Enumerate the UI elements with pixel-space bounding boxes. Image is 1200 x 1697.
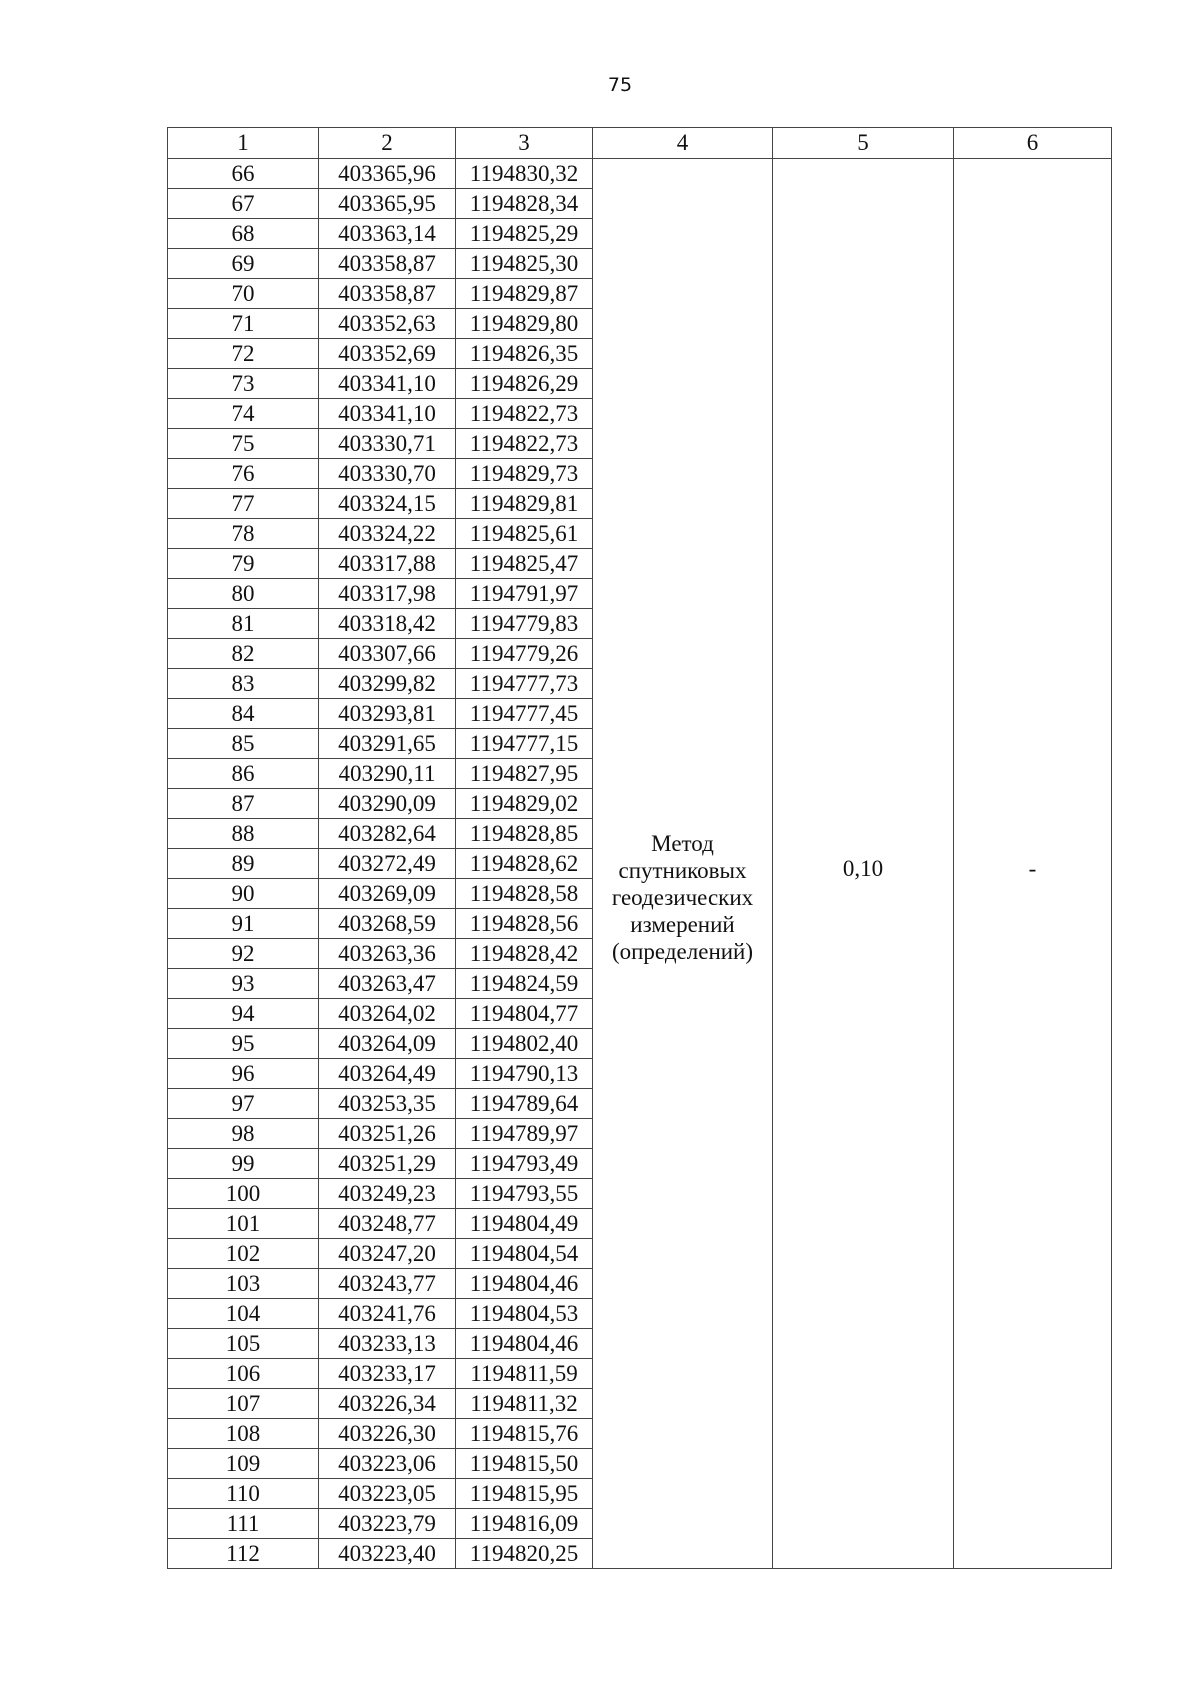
point-number-cell: 97 [168,1089,319,1119]
point-number-cell: 75 [168,429,319,459]
y-coordinate-cell: 1194804,46 [456,1269,593,1299]
y-coordinate-cell: 1194816,09 [456,1509,593,1539]
accuracy-cell [773,159,954,1569]
point-number-cell: 92 [168,939,319,969]
y-coordinate-cell: 1194820,25 [456,1539,593,1569]
point-number-cell: 85 [168,729,319,759]
y-coordinate-cell: 1194779,83 [456,609,593,639]
point-number-cell: 80 [168,579,319,609]
header-cell: 5 [773,128,954,159]
x-coordinate-cell: 403226,34 [319,1389,456,1419]
table-row [168,159,1112,189]
y-coordinate-cell: 1194828,85 [456,819,593,849]
point-number-cell: 102 [168,1239,319,1269]
method-line: Метод [651,831,714,856]
y-coordinate-cell: 1194804,54 [456,1239,593,1269]
x-coordinate-cell: 403282,64 [319,819,456,849]
y-coordinate-cell: 1194793,55 [456,1179,593,1209]
y-coordinate-cell: 1194826,35 [456,339,593,369]
header-cell: 3 [456,128,593,159]
point-number-cell: 76 [168,459,319,489]
y-coordinate-cell: 1194804,53 [456,1299,593,1329]
point-number-cell: 81 [168,609,319,639]
y-coordinate-cell: 1194804,49 [456,1209,593,1239]
point-number-cell: 79 [168,549,319,579]
y-coordinate-cell: 1194827,95 [456,759,593,789]
x-coordinate-cell: 403324,22 [319,519,456,549]
x-coordinate-cell: 403291,65 [319,729,456,759]
y-coordinate-cell: 1194777,45 [456,699,593,729]
x-coordinate-cell: 403264,49 [319,1059,456,1089]
y-coordinate-cell: 1194793,49 [456,1149,593,1179]
point-number-cell: 95 [168,1029,319,1059]
point-number-cell: 73 [168,369,319,399]
point-number-cell: 104 [168,1299,319,1329]
point-number-cell: 110 [168,1479,319,1509]
x-coordinate-cell: 403251,26 [319,1119,456,1149]
header-cell: 2 [319,128,456,159]
point-number-cell: 109 [168,1449,319,1479]
table-header-row [168,128,1112,159]
y-coordinate-cell: 1194790,13 [456,1059,593,1089]
y-coordinate-cell: 1194789,64 [456,1089,593,1119]
y-coordinate-cell: 1194828,58 [456,879,593,909]
y-coordinate-cell: 1194829,73 [456,459,593,489]
y-coordinate-cell: 1194789,97 [456,1119,593,1149]
y-coordinate-cell: 1194829,80 [456,309,593,339]
coordinates-table [167,127,1112,1569]
method-line: (определений) [611,939,754,964]
y-coordinate-cell: 1194825,29 [456,219,593,249]
point-number-cell: 106 [168,1359,319,1389]
method-cell [593,159,773,1569]
x-coordinate-cell: 403264,09 [319,1029,456,1059]
point-number-cell: 71 [168,309,319,339]
y-coordinate-cell: 1194822,73 [456,429,593,459]
x-coordinate-cell: 403263,36 [319,939,456,969]
point-number-cell: 70 [168,279,319,309]
y-coordinate-cell: 1194829,87 [456,279,593,309]
y-coordinate-cell: 1194815,95 [456,1479,593,1509]
method-line: измерений [630,912,735,937]
x-coordinate-cell: 403341,10 [319,369,456,399]
y-coordinate-cell: 1194811,32 [456,1389,593,1419]
x-coordinate-cell: 403365,96 [319,159,456,189]
header-cell: 6 [954,128,1112,159]
x-coordinate-cell: 403241,76 [319,1299,456,1329]
point-number-cell: 82 [168,639,319,669]
note-value: - [1028,856,1037,881]
x-coordinate-cell: 403352,63 [319,309,456,339]
x-coordinate-cell: 403264,02 [319,999,456,1029]
y-coordinate-cell: 1194791,97 [456,579,593,609]
method-text [593,762,772,965]
y-coordinate-cell: 1194822,73 [456,399,593,429]
page-number: 75 [607,74,633,96]
point-number-cell: 68 [168,219,319,249]
x-coordinate-cell: 403253,35 [319,1089,456,1119]
x-coordinate-cell: 403341,10 [319,399,456,429]
x-coordinate-cell: 403358,87 [319,249,456,279]
y-coordinate-cell: 1194829,02 [456,789,593,819]
y-coordinate-cell: 1194828,56 [456,909,593,939]
y-coordinate-cell: 1194828,34 [456,189,593,219]
x-coordinate-cell: 403223,06 [319,1449,456,1479]
x-coordinate-cell: 403330,70 [319,459,456,489]
point-number-cell: 91 [168,909,319,939]
x-coordinate-cell: 403352,69 [319,339,456,369]
y-coordinate-cell: 1194815,50 [456,1449,593,1479]
y-coordinate-cell: 1194830,32 [456,159,593,189]
y-coordinate-cell: 1194825,30 [456,249,593,279]
x-coordinate-cell: 403290,09 [319,789,456,819]
point-number-cell: 67 [168,189,319,219]
x-coordinate-cell: 403299,82 [319,669,456,699]
x-coordinate-cell: 403307,66 [319,639,456,669]
x-coordinate-cell: 403226,30 [319,1419,456,1449]
x-coordinate-cell: 403365,95 [319,189,456,219]
x-coordinate-cell: 403223,79 [319,1509,456,1539]
x-coordinate-cell: 403269,09 [319,879,456,909]
point-number-cell: 87 [168,789,319,819]
point-number-cell: 84 [168,699,319,729]
x-coordinate-cell: 403290,11 [319,759,456,789]
point-number-cell: 90 [168,879,319,909]
x-coordinate-cell: 403249,23 [319,1179,456,1209]
y-coordinate-cell: 1194815,76 [456,1419,593,1449]
x-coordinate-cell: 403223,05 [319,1479,456,1509]
point-number-cell: 103 [168,1269,319,1299]
x-coordinate-cell: 403247,20 [319,1239,456,1269]
y-coordinate-cell: 1194829,81 [456,489,593,519]
method-line: спутниковых [618,858,747,883]
x-coordinate-cell: 403251,29 [319,1149,456,1179]
point-number-cell: 77 [168,489,319,519]
x-coordinate-cell: 403317,98 [319,579,456,609]
y-coordinate-cell: 1194804,77 [456,999,593,1029]
y-coordinate-cell: 1194825,47 [456,549,593,579]
point-number-cell: 72 [168,339,319,369]
point-number-cell: 83 [168,669,319,699]
y-coordinate-cell: 1194777,73 [456,669,593,699]
x-coordinate-cell: 403233,13 [319,1329,456,1359]
table-body [168,159,1112,1569]
x-coordinate-cell: 403317,88 [319,549,456,579]
point-number-cell: 96 [168,1059,319,1089]
x-coordinate-cell: 403272,49 [319,849,456,879]
point-number-cell: 101 [168,1209,319,1239]
x-coordinate-cell: 403268,59 [319,909,456,939]
point-number-cell: 86 [168,759,319,789]
point-number-cell: 66 [168,159,319,189]
y-coordinate-cell: 1194828,62 [456,849,593,879]
y-coordinate-cell: 1194804,46 [456,1329,593,1359]
y-coordinate-cell: 1194825,61 [456,519,593,549]
point-number-cell: 69 [168,249,319,279]
x-coordinate-cell: 403363,14 [319,219,456,249]
y-coordinate-cell: 1194802,40 [456,1029,593,1059]
point-number-cell: 88 [168,819,319,849]
y-coordinate-cell: 1194826,29 [456,369,593,399]
point-number-cell: 89 [168,849,319,879]
y-coordinate-cell: 1194777,15 [456,729,593,759]
y-coordinate-cell: 1194811,59 [456,1359,593,1389]
x-coordinate-cell: 403358,87 [319,279,456,309]
point-number-cell: 98 [168,1119,319,1149]
x-coordinate-cell: 403233,17 [319,1359,456,1389]
point-number-cell: 100 [168,1179,319,1209]
point-number-cell: 107 [168,1389,319,1419]
x-coordinate-cell: 403293,81 [319,699,456,729]
point-number-cell: 94 [168,999,319,1029]
point-number-cell: 108 [168,1419,319,1449]
y-coordinate-cell: 1194779,26 [456,639,593,669]
x-coordinate-cell: 403223,40 [319,1539,456,1569]
x-coordinate-cell: 403324,15 [319,489,456,519]
method-line: геодезических [611,885,754,910]
point-number-cell: 112 [168,1539,319,1569]
point-number-cell: 93 [168,969,319,999]
header-cell: 1 [168,128,319,159]
note-cell [954,159,1112,1569]
header-cell: 4 [593,128,773,159]
x-coordinate-cell: 403318,42 [319,609,456,639]
point-number-cell: 99 [168,1149,319,1179]
y-coordinate-cell: 1194828,42 [456,939,593,969]
x-coordinate-cell: 403263,47 [319,969,456,999]
point-number-cell: 74 [168,399,319,429]
x-coordinate-cell: 403330,71 [319,429,456,459]
accuracy-value: 0,10 [842,856,884,881]
y-coordinate-cell: 1194824,59 [456,969,593,999]
x-coordinate-cell: 403248,77 [319,1209,456,1239]
point-number-cell: 78 [168,519,319,549]
point-number-cell: 105 [168,1329,319,1359]
point-number-cell: 111 [168,1509,319,1539]
x-coordinate-cell: 403243,77 [319,1269,456,1299]
